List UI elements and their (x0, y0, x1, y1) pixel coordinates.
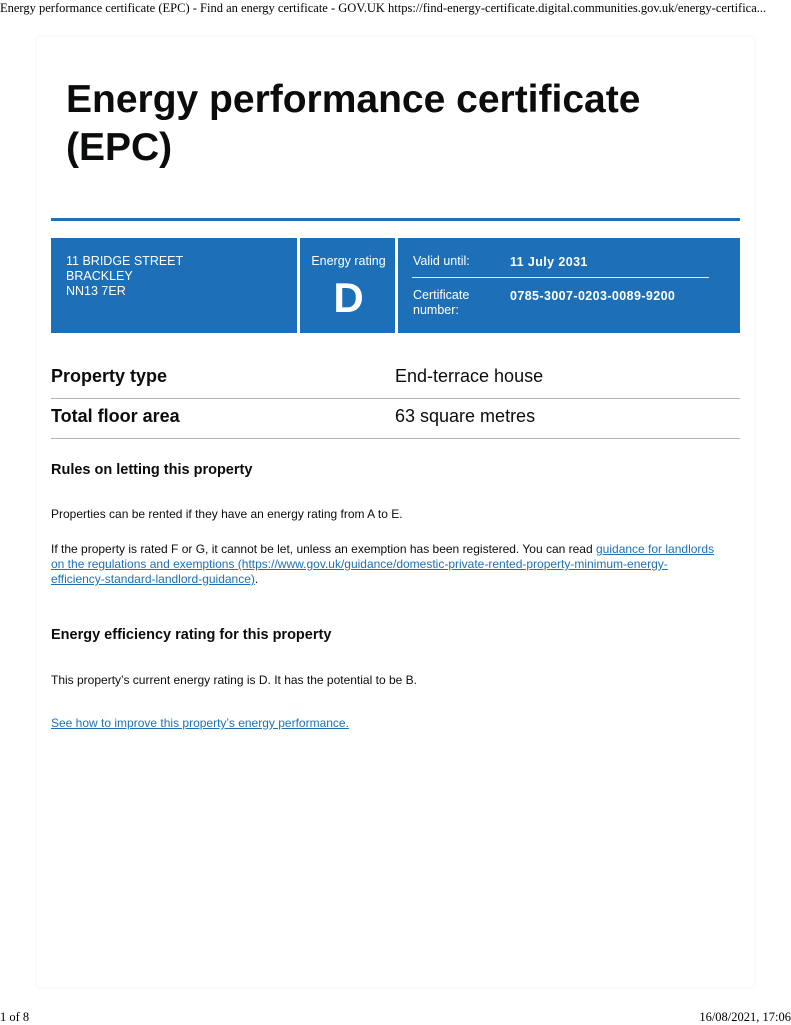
efficiency-rating-heading: Energy efficiency rating for this property (51, 627, 332, 643)
title-divider (51, 218, 740, 221)
page-number: 1 of 8 (0, 1010, 30, 1024)
energy-rating-letter: D (333, 274, 364, 321)
floor-area-label: Total floor area (51, 406, 180, 426)
summary-row-property-type (51, 358, 740, 399)
letting-rules-end: . (254, 572, 259, 586)
valid-until-label: Valid until: (413, 254, 470, 268)
summary-row-floor-area (51, 398, 740, 439)
floor-area-value: 63 square metres (395, 406, 536, 426)
property-type-label: Property type (51, 366, 168, 386)
print-header: Energy performance certificate (EPC) - Find an energy certificate - GOV.UK https://find-energy-certificate.digital.communities.gov.uk/energy-certifica... (0, 1, 767, 15)
letting-rules-paragraph-2 (51, 542, 716, 587)
landlord-guidance-link[interactable]: guidance for landlords on the regulations and exemptions (https://www.gov.uk/guidance/domestic-private-rented-property-minimum-energy-efficiency-standard-landlord-guidance) (51, 542, 715, 586)
box-divider-2 (395, 238, 398, 333)
efficiency-rating-paragraph: This property’s current energy rating is D. It has the potential to be B. (51, 673, 417, 687)
energy-rating-label: Energy rating (311, 254, 386, 268)
page-title: Energy performance certificate (EPC) (66, 78, 641, 169)
letting-rules-text: If the property is rated F or G, it cannot be let, unless an exemption has been registered. You can read (51, 542, 596, 556)
letting-rules-paragraph-1: Properties can be rented if they have an energy rating from A to E. (51, 507, 403, 521)
address-line-2: BRACKLEY (66, 269, 133, 283)
valid-until-value: 11 July 2031 (510, 255, 588, 269)
certificate-number-value: 0785-3007-0203-0089-9200 (510, 289, 676, 303)
property-address (66, 254, 183, 299)
letting-rules-heading: Rules on letting this property (51, 462, 253, 478)
certificate-number-label-line-1: Certificate (413, 288, 470, 302)
improve-performance-link[interactable]: See how to improve this property’s energy performance. (51, 716, 349, 730)
property-type-value: End-terrace house (395, 366, 544, 386)
info-divider (412, 277, 709, 278)
improve-performance-paragraph (51, 716, 716, 731)
certificate-summary-box (51, 238, 740, 333)
energy-rating-panel (300, 238, 397, 333)
certificate-number-label (413, 288, 469, 318)
address-postcode: NN13 7ER (66, 284, 126, 298)
print-datetime: 16/08/2021, 17:06 (699, 1010, 791, 1024)
certificate-number-label-line-2: number: (413, 303, 459, 317)
address-line-1: 11 BRIDGE STREET (66, 254, 184, 268)
